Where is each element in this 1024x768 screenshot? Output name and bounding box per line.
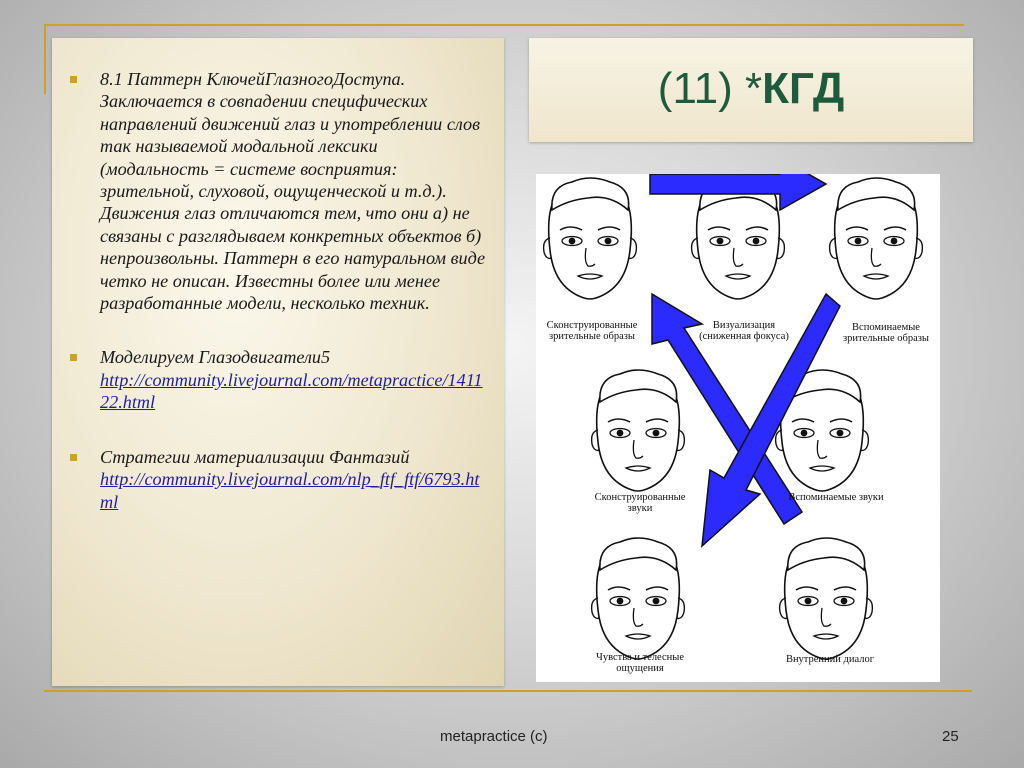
bullet-text: Стратегии материализации Фантазий [100,446,410,467]
bullet-list [70,68,490,545]
diagram-canvas [536,174,940,682]
face-visualization [692,178,785,299]
slide-title [529,64,973,114]
face-internal-dialog [780,538,873,659]
caption-mid-left: Сконструированные звуки [594,492,686,514]
caption-top-center: Визуализация (сниженная фокуса) [699,320,789,342]
footer-text: metapractice (c) [440,728,548,745]
bullet-text: 8.1 Паттерн КлючейГлазногоДоступа. Заключается в совпадении специфических направлений движений глаз и употреблении слов так называемой модальной лексики (модальность = системе восприятия: зрительной, слуховой, ощущенческой и т.д.). Движения глаз отличаются тем, что они а) не связаны с разглядываем конкретных объектов б) непроизвольны. Паттерн в его натуральном виде четко не описан. Известны более или менее разработанные модели, несколько техник. [100,69,486,314]
caption-top-right: Вспоминаемые зрительные образы [843,322,929,344]
text-panel [52,38,504,686]
caption-mid-right: Вспоминаемые звуки [788,492,884,503]
bullet-item [70,68,490,314]
title-number: (11) * [657,64,763,113]
bullet-square-icon [70,354,77,361]
bottom-rule [44,690,972,692]
bullet-link[interactable]: http://community.livejournal.com/metapractice/141122.html [100,369,483,413]
face-feelings [592,538,685,659]
caption-top-left: Сконструированные зрительные образы [546,320,638,342]
bullet-square-icon [70,454,77,461]
top-rule [44,24,964,26]
page-number: 25 [942,728,959,745]
face-remembered-visual [830,178,923,299]
eye-accessing-diagram [536,174,940,682]
left-rule [44,24,46,94]
title-panel [529,38,973,142]
bullet-item [70,446,490,513]
face-constructed-sounds [592,370,685,491]
bullet-item [70,346,490,413]
caption-bottom-left: Чувства и телесные ощущения [596,652,684,674]
bullet-square-icon [70,76,77,83]
caption-bottom-right: Внутренний диалог [785,654,875,665]
bullet-text: Моделируем Глазодвигатели5 [100,347,331,368]
bullet-link[interactable]: http://community.livejournal.com/nlp_ftf_ftf/6793.html [100,469,480,512]
title-bold: КГД [762,64,845,113]
face-constructed-visual [544,178,637,299]
